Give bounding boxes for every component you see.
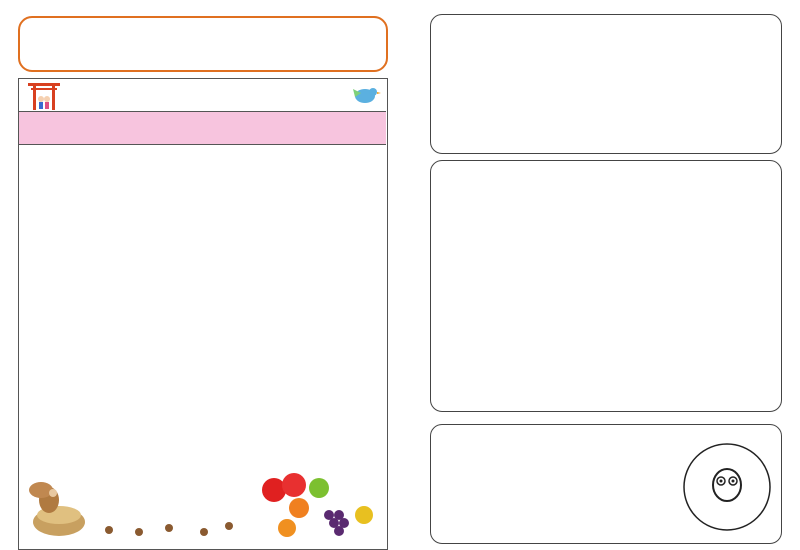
holiday-opening-notice bbox=[18, 16, 388, 72]
leaf-divider bbox=[441, 264, 773, 278]
reading-week-owl-badge bbox=[681, 437, 773, 537]
calendar-page bbox=[10, 8, 392, 544]
torii-children-illustration bbox=[25, 81, 63, 111]
calendar-header bbox=[19, 79, 386, 111]
holiday-info-box bbox=[430, 14, 782, 154]
autumn-illustration bbox=[19, 460, 386, 548]
calendar-grid bbox=[19, 145, 386, 460]
calendar bbox=[18, 78, 388, 550]
bird-illustration bbox=[351, 83, 381, 107]
library-info-box bbox=[430, 424, 782, 544]
weekday-header bbox=[19, 111, 386, 145]
events-box bbox=[430, 160, 782, 412]
